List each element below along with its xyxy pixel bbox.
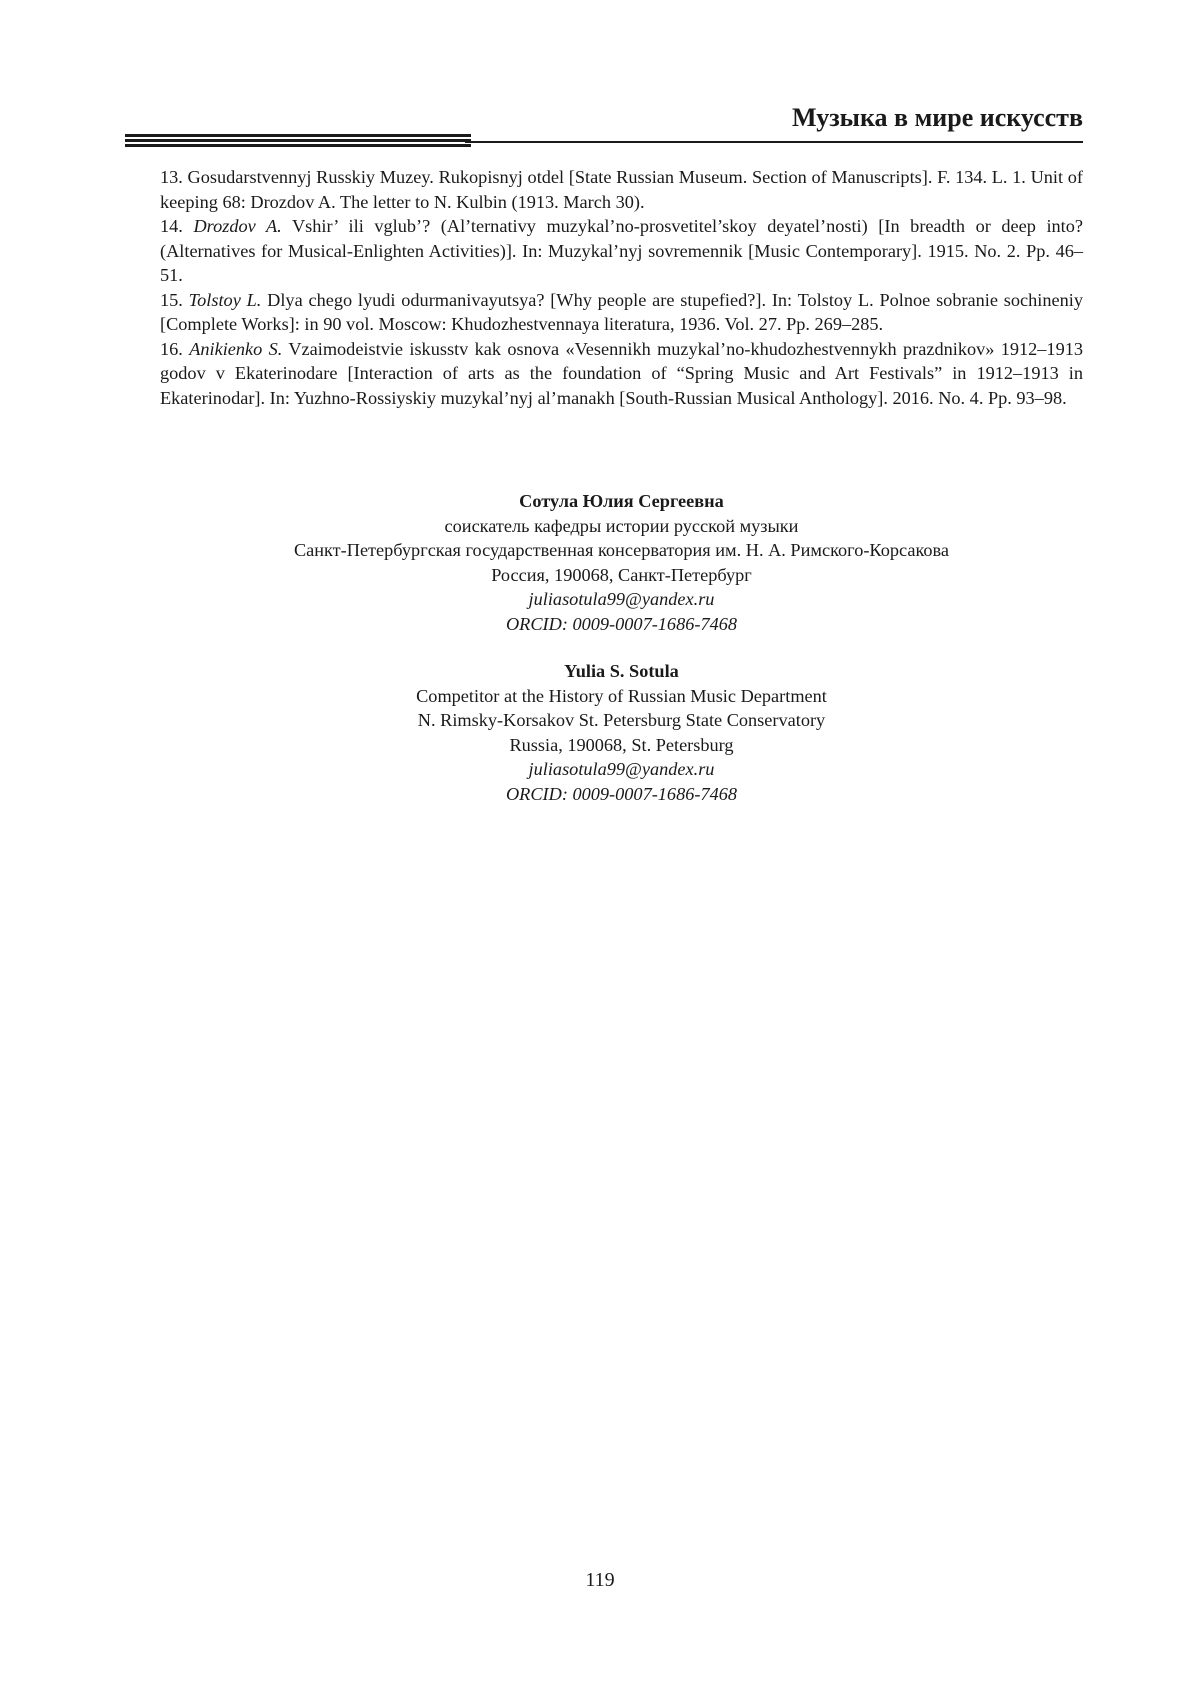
author-institution: N. Rimsky-Korsakov St. Petersburg State Conservatory (417, 710, 826, 730)
reference-item (160, 165, 1083, 214)
running-header-title: Музыка в мире искусств (792, 103, 1083, 132)
reference-text: Gosudarstvennyj Russkiy Muzey. Rukopisnyj otdel [State Russian Museum. Section of Manuscripts]. F. 134. L. 1. Unit of keeping 68: Drozdov A. The letter to N. Kulbin (1913. March 30). (160, 167, 1083, 212)
author-orcid: ORCID: 0009-0007-1686-7468 (505, 613, 738, 634)
author-info-russian (160, 489, 1083, 636)
reference-list (160, 165, 1083, 410)
author-email: juliasotula99@yandex.ru (528, 759, 715, 779)
reference-author: Drozdov A. (193, 216, 282, 236)
reference-text: Dlya chego lyudi odurmanivayutsya? [Why people are stupefied?]. In: Tolstoy L. Polnoe sobranie sochineniy [Complete Works]: in 90 vol. Moscow: Khudozhestvennaya literatura, 1936. Vol. 27. Pp. 269–285. (160, 289, 1083, 334)
reference-text: Vshir’ ili vglub’? (Al’ternativy muzykal’no-prosvetitel’skoy deyatel’nosti) [In breadth or deep into? (Alternatives for Musical-Enlighten Activities)]. In: Muzykal’nyj sovremennik [Music Contemporary]. 1915. No. 2. Pp. 46–51. (160, 216, 1083, 285)
page-number: 119 (585, 1569, 615, 1591)
author-name: Сотула Юлия Сергеевна (519, 491, 724, 511)
reference-number: 14. (160, 216, 183, 236)
header-rule (465, 141, 1083, 143)
reference-author: Anikienko S. (189, 338, 283, 359)
author-address: Россия, 190068, Санкт-Петербург (491, 564, 752, 585)
author-position: соискатель кафедры истории русской музыки (444, 515, 799, 536)
author-address: Russia, 190068, St. Petersburg (509, 734, 734, 755)
author-info-english (160, 659, 1083, 806)
reference-number: 13. (160, 167, 183, 187)
header-rule-ornament (125, 134, 471, 137)
author-email: juliasotula99@yandex.ru (528, 589, 715, 609)
author-name: Yulia S. Sotula (564, 661, 679, 681)
reference-item (160, 288, 1083, 337)
author-position: Competitor at the History of Russian Music Department (416, 685, 827, 706)
reference-item (160, 337, 1083, 411)
reference-text: Vzaimodeistvie iskusstv kak osnova «Vesennikh muzykal’no-khudozhestvennykh prazdnikov» 1912–1913 godov v Ekaterinodare [Interaction of arts as the foundation of “Spring Music and Art Festivals” in 1912–1913 in Ekaterinodar]. In: Yuzhno-Rossiyskiy muzykal’nyj al’manakh [South-Russian Musical Anthology]. 2016. No. 4. Pp. 93–98. (160, 338, 1083, 408)
author-institution: Санкт-Петербургская государственная консерватория им. Н. А. Римского-Корсакова (293, 540, 950, 560)
author-orcid: ORCID: 0009-0007-1686-7468 (505, 783, 738, 804)
reference-item (160, 214, 1083, 288)
reference-number: 16. (160, 338, 183, 359)
reference-author: Tolstoy L. (188, 289, 262, 310)
header-rule-ornament (125, 139, 471, 142)
header-rule-ornament (125, 144, 471, 147)
reference-number: 15. (160, 289, 183, 310)
